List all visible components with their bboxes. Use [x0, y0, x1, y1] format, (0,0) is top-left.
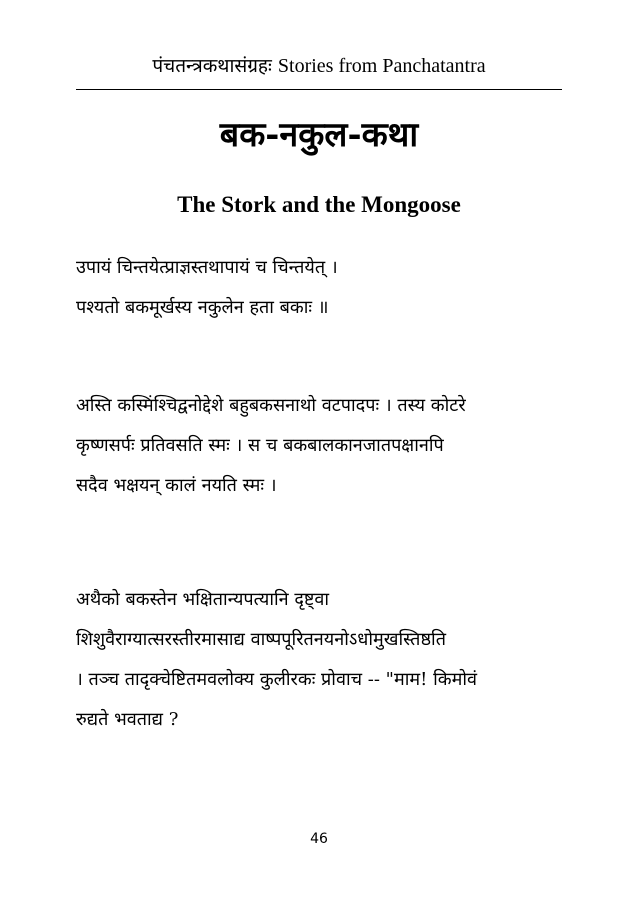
paragraph-line: रुद्यते भवताद्य ? [76, 709, 179, 730]
verse-line: पश्यतो बकमूर्खस्य नकुलेन हता बकाः ॥ [76, 297, 329, 318]
header-rule [76, 89, 562, 90]
paragraph-2 [76, 580, 566, 740]
paragraph-line: अस्ति कस्मिंश्चिद्वनोद्देशे बहुबकसनाथो वटपादपः । तस्य कोटरे [76, 395, 466, 416]
running-header-devanagari: पंचतन्त्रकथासंग्रहः [152, 55, 272, 77]
story-title-english: The Stork and the Mongoose [177, 192, 461, 217]
paragraph-line: कृष्णसर्पः प्रतिवसति स्मः । स च बकबालकानजातपक्षानपि [76, 435, 444, 456]
paragraph-line: शिशुवैराग्यात्सरस्तीरमासाद्य वाष्पपूरितनयनोऽधोमुखस्तिष्ठति [76, 629, 446, 650]
page-number: 46 [310, 831, 328, 847]
paragraph-line: । तञ्च तादृक्चेष्टितमवलोक्य कुलीरकः प्रोवाच -- "माम! किमोवं [76, 669, 478, 690]
paragraph-1 [76, 386, 566, 506]
story-title-devanagari: बक-नकुल-कथा [219, 115, 419, 155]
paragraph-line: अथैको बकस्तेन भक्षितान्यपत्यानि दृष्ट्वा [76, 589, 330, 610]
verse-line: उपायं चिन्तयेत्प्राज्ञस्तथापायं च चिन्तयेत् । [76, 257, 338, 278]
running-header [76, 52, 562, 80]
paragraph-line: सदैव भक्षयन् कालं नयति स्मः । [76, 475, 277, 496]
verse-block [76, 248, 566, 328]
running-header-english: Stories from Panchatantra [277, 55, 486, 77]
